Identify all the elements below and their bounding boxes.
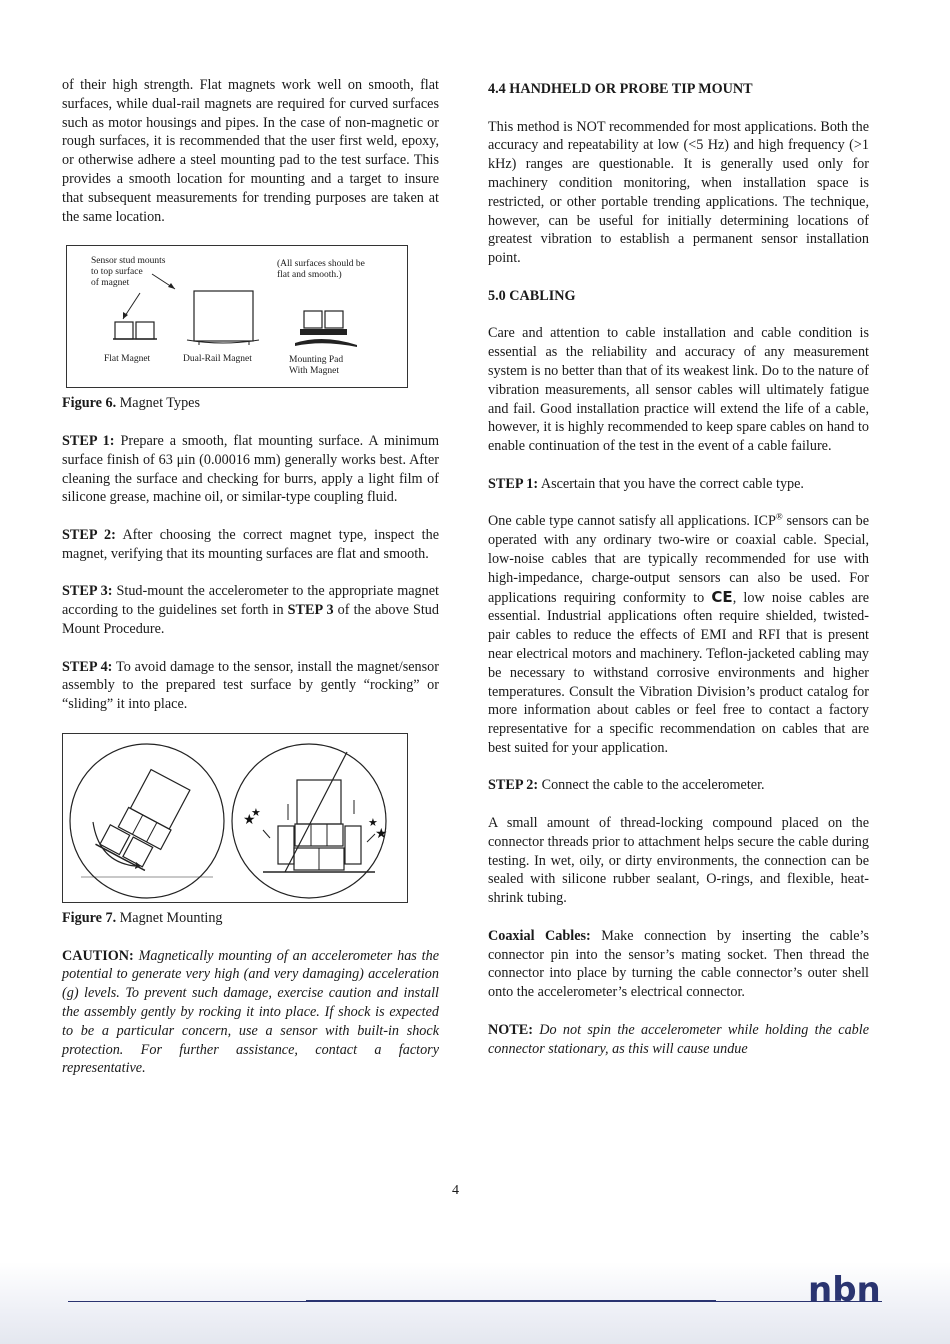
figure-6-magnet-types (66, 245, 408, 388)
handheld-paragraph: This method is NOT recommended for most applications. Both the accuracy and repeatability at low (<5 Hz) and high frequency (>1 kHz) ranges are questionable. It is generally used only for machinery condition monitoring, when installation space is restricted, or other portable trending applications. The technique, however, can be useful for initially determining locations of greatest vibration to establish a permanent sensor installation point. (488, 118, 869, 267)
dual-rail-magnet-label: Dual-Rail Magnet (183, 354, 252, 365)
heading-handheld-probe-tip: 4.4 HANDHELD OR PROBE TIP MOUNT (488, 81, 753, 97)
note-paragraph: NOTE: Do not spin the accelerometer while holding the cable connector stationary, as this will cause undue (488, 1021, 869, 1057)
thread-locking-paragraph: A small amount of thread-locking compound placed on the connector threads prior to attachment helps secure the cable during testing. In wet, oily, or dirty environments, the connection can be sealed with silicone rubber sealant, O-rings, and flexible, heat-shrink tubing. (488, 815, 869, 907)
figure-7-magnet-mounting (62, 733, 408, 903)
nbn-logo-text: nbn (808, 1270, 881, 1304)
left-step-1: STEP 1: Prepare a smooth, flat mounting surface. A minimum surface finish of 63 μin (0.00016 mm) generally works best. After cleaning the surface and checking for burrs, apply a light film of silicone grease, machine oil, or similar-type coupling fluid. (62, 432, 439, 506)
page-number: 4 (452, 1183, 459, 1198)
caution-paragraph: CAUTION: Magnetically mounting of an accelerometer has the potential to generate very high (and very damaging) acceleration (g) levels. To prevent such damage, exercise caution and install the assembly gently by rocking it into place. If shock is expected to be a particular concern, use a sensor with built-in shock protection. For further assistance, contact a factory representative. (62, 947, 439, 1077)
magnet-mounting-drawing (63, 734, 409, 904)
footer-rule-left (68, 1301, 306, 1302)
callout-line-1: Sensor stud mounts (91, 256, 166, 267)
svg-text:★: ★ (375, 826, 388, 842)
svg-text:★: ★ (368, 816, 378, 829)
mounting-pad-label-1: Mounting Pad (289, 355, 344, 366)
svg-text:★: ★ (243, 812, 256, 828)
callout-line-3: of magnet (91, 278, 130, 289)
svg-text:★: ★ (251, 806, 261, 819)
nbn-logo-icon (808, 1270, 884, 1304)
right-step-1: STEP 1: Ascertain that you have the correct cable type. (488, 475, 804, 492)
page-footer (0, 1262, 950, 1344)
left-step-2: STEP 2: After choosing the correct magnet type, inspect the magnet, verifying that its mounting surfaces are flat and smooth. (62, 526, 439, 562)
registered-mark: ® (775, 511, 783, 522)
cabling-paragraph: Care and attention to cable installation and cable condition is essential as the reliability and accuracy of any measurement system is no better than that of its weakest link. Do to the nature of vibration measurements, all sensor cables will ultimately fatigue and fail. Good installation practice will extend the life of a cable, however, it is highly recommended to keep spare cables on hand to enable continuation of the test in the event of a cable failure. (488, 325, 869, 455)
figure-6-caption: Figure 6. Magnet Types (62, 395, 200, 412)
callout-line-2: to top surface (91, 267, 143, 278)
ce-mark-icon: CE (711, 587, 733, 606)
mounting-pad-label-2: With Magnet (289, 366, 340, 377)
right-step-2: STEP 2: Connect the cable to the accelerometer. (488, 777, 765, 794)
cable-type-paragraph: One cable type cannot satisfy all applications. ICP® sensors can be operated with any ordinary two-wire or coaxial cable. Special, low-noise cables that are typically recommended for use with high-impedance, charge-output sensors can also be used. For applications requiring conformity to CE, low noise cables are essential. Industrial applications often require shielded, twisted-pair cables to reduce the effects of EMI and RFI that is present near electrical motors and machinery. Teflon-jacketed cabling may be necessary to withstand corrosive environments and higher temperatures. Consult the Vibration Division’s product catalog for more information about cables or feel free to contact a factory representative for a specific recommendation on cables that are best suited for your application. (488, 511, 870, 756)
surface-note-line-2: flat and smooth.) (277, 270, 342, 281)
heading-cabling: 5.0 CABLING (488, 287, 576, 304)
left-step-3: STEP 3: Stud-mount the accelerometer to the appropriate magnet according to the guidelines set forth in STEP 3 of the above Stud Mount Procedure. (62, 583, 439, 637)
surface-note-line-1: (All surfaces should be (277, 259, 365, 270)
coaxial-cables-paragraph: Coaxial Cables: Make connection by inserting the cable’s connector pin into the sensor’s mating socket. Then thread the connector into place by turning the cable connector’s outer shell onto the accelerometer’s electrical connector. (488, 927, 870, 1001)
flat-magnet-label: Flat Magnet (104, 354, 151, 365)
intro-paragraph: of their high strength. Flat magnets work well on smooth, flat surfaces, while dual-rail magnets are required for curved surfaces such as motor housings and pipes. In the case of non-magnetic or rough surfaces, it is recommended that the user first weld, epoxy, or otherwise adhere a steel mounting pad to the test surface. This provides a smooth location for mounting and a target to insure that subsequent measurements for trending purposes are taken at the same location. (62, 77, 439, 225)
footer-rule-center (306, 1300, 716, 1302)
left-step-4: STEP 4: To avoid damage to the sensor, install the magnet/sensor assembly to the prepared test surface by gently “rocking” or “sliding” it into place. (62, 658, 439, 713)
right-column (488, 80, 869, 1058)
left-column (62, 76, 439, 1078)
figure-7-caption: Figure 7. Magnet Mounting (62, 909, 223, 926)
